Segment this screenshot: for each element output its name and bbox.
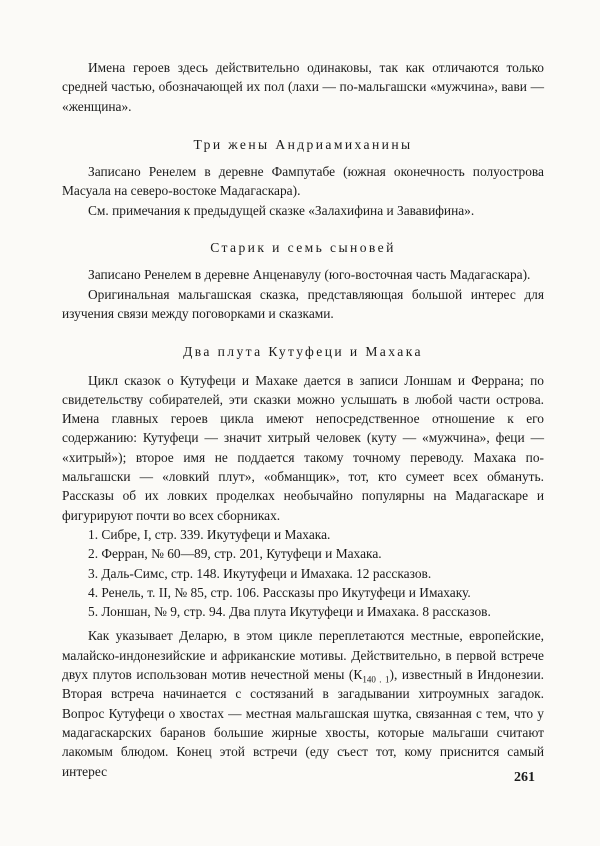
section2-paragraph-1: Записано Ренелем в деревне Анценавулу (юго-восточная часть Мадагаскара). (88, 267, 531, 283)
section3-closing-paragraph (62, 626, 544, 780)
intro-paragraph: Имена героев здесь действительно одинаковы, так как отличаются только средней частью, обозначающей их пол (лахи — по-мальгашски «мужчина», вави — «женщина». (62, 60, 544, 114)
closing-text-part1: Как указывает Деларю, в этом цикле переплетаются местные, европейские, малайско-индонезийские и африканские мотивы. Действительно, в первой встрече двух плутов использован мотив нечестной мены (К (62, 628, 544, 683)
section-title-three-wives: Три жены Андриамиханины (193, 136, 413, 152)
page-number: 261 (514, 770, 535, 785)
section-title-two-rogues: Два плута Кутуфеци и Махака (183, 344, 423, 360)
source-item: 2. Ферран, № 60—89, стр. 201, Кутуфеци и Махака. (88, 546, 382, 562)
section2-paragraph-2: Оригинальная мальгашская сказка, представляющая большой интерес для изучения связи между поговорками и сказками. (62, 286, 544, 321)
section3-paragraph-1: Цикл сказок о Кутуфеци и Махаке дается в записи Лоншам и Феррана; по свидетельству собирателей, эти сказки можно услышать в любой части острова. Имена главных героев цикла имеют непосредственное отношение к его содержанию: Кутуфеци — значит хитрый человек (куту — «мужчина», феци — «хитрый»); второе имя не поддается такому точному переводу. Махака по-мальгашски — «ловкий плут», «обманщик», тот, кто сумеет всех обмануть. Рассказы об их ловких проделках необычайно популярны на Мадагаскаре и фигурируют почти во всех сборниках. (62, 372, 544, 523)
motif-index-subscript: 140 . 1 (362, 674, 390, 685)
source-item: 4. Ренель, т. II, № 85, стр. 106. Рассказы про Икутуфеци и Имахаку. (88, 584, 471, 600)
source-item: 1. Сибре, I, стр. 339. Икутуфеци и Махака. (88, 526, 331, 542)
section-title-old-man: Старик и семь сыновей (210, 240, 396, 256)
section1-paragraph-2: См. примечания к предыдущей сказке «Залахифина и Зававифина». (88, 202, 475, 218)
closing-text-part2: ), известный в Индонезии. Вторая встреча начинается с состязаний в загадывании хитроумных загадок. Вопрос Кутуфеци о хвостах — местная мальгашская шутка, связанная с тем, что у мадагаскарских баранов большие жирные хвосты, которые мальгаши считают лакомым блюдом. Конец этой встречи (еду съест тот, кому приснится самый интерес (62, 667, 544, 779)
source-item: 5. Лоншан, № 9, стр. 94. Два плута Икутуфеци и Имахака. 8 рассказов. (88, 604, 491, 620)
sources-list (62, 525, 544, 621)
source-item: 3. Даль-Симс, стр. 148. Икутуфеци и Имахака. 12 рассказов. (88, 565, 432, 581)
section1-paragraph-1: Записано Ренелем в деревне Фампутабе (южная оконечность полуострова Масуала на северо-востоке Мадагаскара). (62, 164, 544, 199)
page-body (62, 58, 544, 781)
